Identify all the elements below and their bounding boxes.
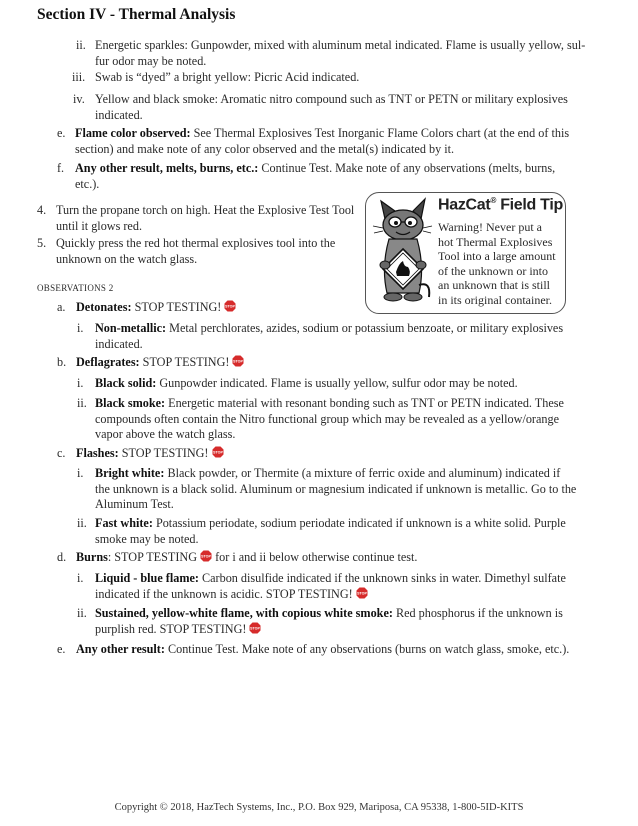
obs-b-letter: b. — [57, 355, 67, 369]
item-f-letter: f. — [57, 161, 65, 175]
list-item-iv-number: iv. — [73, 92, 85, 106]
obs-e-letter: e. — [57, 642, 66, 656]
obs-d-ii-number: ii. — [77, 606, 87, 620]
obs-b-ii: Black smoke: Energetic material with resonant bonding such as TNT or PETN indicated. These compounds often contain the Nitro functional group which may be revealed as a yellow/orange vapor above the watch glass. — [95, 396, 564, 441]
obs-c: Flashes: STOP TESTING! STOP — [76, 446, 223, 460]
obs-b-ii-number: ii. — [77, 396, 87, 410]
stop-sign-icon — [212, 446, 224, 458]
item-f: Any other result, melts, burns, etc.: Continue Test. Make note of any observations (melts, burns, etc.). — [75, 161, 556, 191]
list-item-iii-number: iii. — [72, 70, 86, 84]
field-tip-title: HazCat® Field Tip — [438, 196, 563, 214]
list-item-ii-number: ii. — [76, 38, 86, 52]
svg-text:STOP: STOP — [250, 626, 261, 630]
svg-text:STOP: STOP — [225, 304, 236, 309]
list-item-iii: Swab is “dyed” a bright yellow: Picric Acid indicated. — [95, 70, 360, 84]
step-4: Turn the propane torch on high. Heat the Explosive Test Tool until it glows red. — [56, 203, 355, 233]
stop-sign-icon — [200, 550, 212, 562]
obs-d-letter: d. — [57, 550, 67, 564]
observations-label: OBSERVATIONS 2 — [37, 283, 114, 293]
obs-c-letter: c. — [57, 446, 66, 460]
field-tip-text: Warning! Never put a hot Thermal Explosives Tool into a large amount of the unknown or into an unknown that is still in its original container. — [438, 220, 556, 307]
obs-d-i-number: i. — [77, 571, 84, 585]
obs-e: Any other result: Continue Test. Make note of any observations (burns on watch glass, smoke, etc.). — [76, 642, 570, 656]
obs-c-ii-number: ii. — [77, 516, 87, 530]
step-5-number: 5. — [37, 236, 47, 250]
list-item-iv: Yellow and black smoke: Aromatic nitro compound such as TNT or PETN or military explosives indicated. — [95, 92, 568, 122]
copyright-footer: Copyright © 2018, HazTech Systems, Inc., P.O. Box 929, Mariposa, CA 95338, 1-800-5ID-KITS — [114, 802, 524, 813]
obs-d: Burns: STOP TESTING STOP for i and ii below otherwise continue test. — [76, 550, 418, 564]
obs-a: Detonates: STOP TESTING! STOP — [76, 300, 236, 314]
obs-b-i: Black solid: Gunpowder indicated. Flame is usually yellow, sulfur odor may be noted. — [95, 376, 518, 390]
step-4-number: 4. — [37, 203, 47, 217]
stop-sign-icon — [249, 622, 261, 634]
item-e-letter: e. — [57, 126, 66, 140]
obs-c-i-number: i. — [77, 466, 84, 480]
obs-c-ii: Fast white: Potassium periodate, sodium periodate indicated if unknown is a white solid. Purple smoke may be noted. — [95, 516, 566, 546]
obs-b-i-number: i. — [77, 376, 84, 390]
hazcat-mascot-icon — [371, 197, 433, 305]
section-title: Section IV - Thermal Analysis — [37, 6, 236, 23]
obs-d-ii: Sustained, yellow-white flame, with copious white smoke: Red phosphorus if the unknown is purplish red. STOP TESTING! STOP — [95, 606, 563, 636]
obs-a-i-number: i. — [77, 321, 84, 335]
obs-b: Deflagrates: STOP TESTING! STOP — [76, 355, 244, 369]
obs-c-i: Bright white: Black powder, or Thermite (a mixture of ferric oxide and aluminum) indicated if the unknown is a black solid. Aluminum or magnesium indicated if unknown is metallic. Go to the Aluminum Test. — [95, 466, 577, 511]
stop-sign-icon — [356, 587, 368, 599]
svg-text:STOP: STOP — [233, 359, 244, 364]
svg-text:STOP: STOP — [356, 591, 367, 595]
obs-a-letter: a. — [57, 300, 66, 314]
list-item-ii: Energetic sparkles: Gunpowder, mixed with aluminum metal indicated. Flame is usually yellow, sul- fur odor may be noted. — [95, 38, 586, 68]
stop-sign-icon — [224, 300, 236, 312]
step-5: Quickly press the red hot thermal explosives tool into the unknown on the watch glass. — [56, 236, 336, 266]
obs-a-i: Non-metallic: Metal perchlorates, azides, sodium or potassium benzoate, or military explosives indicated. — [95, 321, 564, 351]
svg-text:STOP: STOP — [201, 554, 211, 559]
svg-text:STOP: STOP — [212, 450, 223, 455]
stop-sign-icon — [232, 355, 244, 367]
obs-d-i: Liquid - blue flame: Carbon disulfide indicated if the unknown sinks in water. Dimethyl sulfate indicated if the unknown is acidic. STOP TESTING! STOP — [95, 571, 566, 601]
item-e: Flame color observed: See Thermal Explosives Test Inorganic Flame Colors chart (at the end of this section) and make note of any color observed and the metal(s) indicated by it. — [75, 126, 570, 156]
